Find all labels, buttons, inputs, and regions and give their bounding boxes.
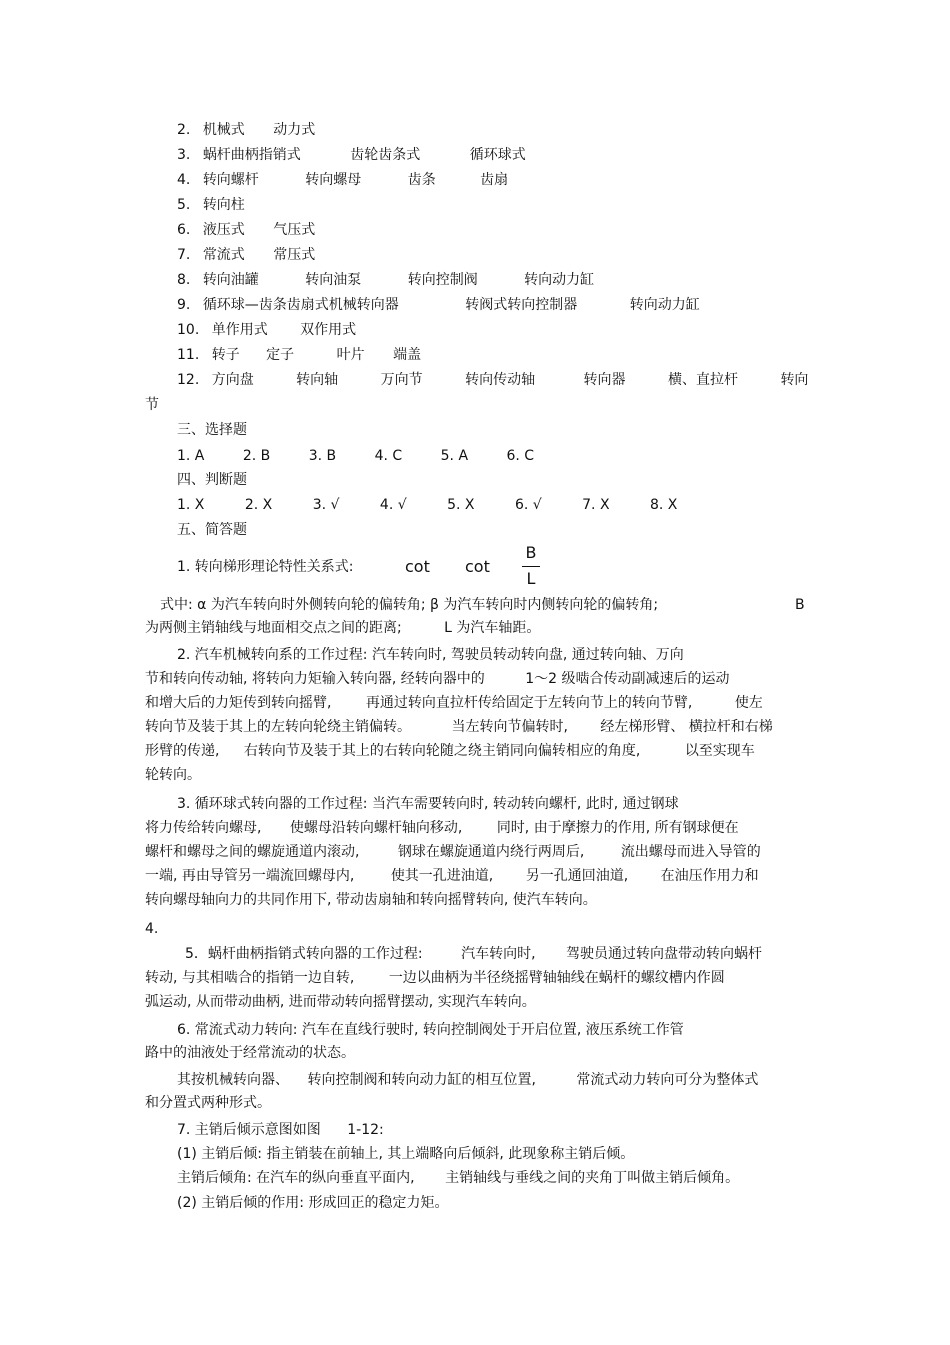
judge-answer: 7. X [582, 497, 610, 513]
q5-text: 一边以曲柄为半径绕摇臂轴轴线在蜗杆的螺纹槽内作圆 [388, 970, 725, 986]
q7-text: 主销轴线与垂线之间的夹角丁叫做主销后倾角。 [445, 1170, 740, 1186]
section-short-answer-heading: 五、简答题 [177, 522, 247, 538]
judge-answer: 1. X [177, 497, 205, 513]
answer: 转向柱 [202, 197, 245, 213]
q6b-text: 其按机械转向器、 [177, 1072, 289, 1088]
q6b-text: 和分置式两种形式。 [145, 1095, 271, 1111]
q3-text: 流出螺母而进入导管的 [620, 844, 761, 860]
q3-text: 使其一孔进油道, [390, 868, 494, 884]
q3-line [145, 891, 597, 909]
item-number: 3. [177, 147, 191, 163]
q7-line [177, 1145, 634, 1163]
q5-line [185, 945, 762, 963]
q6b-text: 常流式动力转向可分为整体式 [576, 1072, 759, 1088]
item-number: 4. [177, 172, 191, 188]
judge-answer: 3. √ [312, 497, 340, 513]
q7-line [177, 1194, 448, 1212]
q3-text: 另一孔通回油道, [525, 868, 629, 884]
fill-line-9 [177, 296, 700, 314]
q3-text: 同时, 由于摩擦力的作用, 所有钢球便在 [496, 820, 739, 836]
q1-explain-line1: 式中: α 为汽车转向时外侧转向轮的偏转角; β 为汽车转向时内侧转向轮的偏转角; [160, 597, 659, 613]
q3-text: 一端, 再由导管另一端流回螺母内, [145, 868, 355, 884]
item-number: 2. [177, 122, 191, 138]
q3-text: 使螺母沿转向螺杆轴向移动, [289, 820, 463, 836]
q2-text: 再通过转向直拉杆传给固定于左转向节上的转向节臂, [365, 695, 693, 711]
choice-answer: 1. A [177, 448, 205, 464]
answer: 转向轴 [296, 372, 339, 388]
q2-text: 以至实现车 [684, 743, 755, 759]
q5-text: 汽车转向时, [461, 946, 536, 962]
q2-text: 和增大后的力矩传到转向摇臂, [145, 695, 332, 711]
item-number: 6. [177, 222, 191, 238]
q7-line [177, 1121, 384, 1139]
item-number: 11. [177, 347, 200, 363]
choice-answer: 3. B [308, 448, 337, 464]
q3-text: 螺杆和螺母之间的螺旋通道内滚动, [145, 844, 360, 860]
answer: 循环球式 [469, 147, 526, 163]
choice-answer: 4. C [374, 448, 403, 464]
q2-line [145, 670, 730, 688]
formula-cot-1: cot [405, 557, 430, 576]
q6-text: 路中的油液处于经常流动的状态。 [145, 1045, 355, 1061]
q5-line [145, 993, 536, 1011]
answer: 液压式 [202, 222, 245, 238]
q2-text: 形臂的传递, [145, 743, 220, 759]
q3-text: 转向螺母轴向力的共同作用下, 带动齿扇轴和转向摇臂转向, 使汽车转向。 [145, 892, 597, 908]
choice-answer: 5. A [440, 448, 469, 464]
answer: 转阀式转向控制器 [465, 297, 578, 313]
q2-line [145, 742, 755, 760]
answer: 转向传动轴 [465, 372, 536, 388]
item-number: 10. [177, 322, 200, 338]
q2-text: 2. 汽车机械转向系的工作过程: 汽车转向时, 驾驶员转动转向盘, 通过转向轴、万向 [177, 647, 684, 663]
q2-text: 1～2 级啮合传动副减速后的运动 [525, 671, 730, 687]
answer: 蜗杆曲柄指销式 [202, 147, 301, 163]
formula-numerator: B [525, 543, 537, 562]
answer: 方向盘 [211, 372, 254, 388]
q7-text: (2) 主销后倾的作用: 形成回正的稳定力矩。 [177, 1195, 449, 1211]
choice-answers [177, 447, 534, 465]
q3-text: 3. 循环球式转向器的工作过程: 当汽车需要转向时, 转动转向螺杆, 此时, 通过钢球 [177, 796, 679, 812]
q6-line [145, 1044, 355, 1062]
q5-text: 5．蜗杆曲柄指销式转向器的工作过程: [185, 946, 423, 962]
item-number: 9. [177, 297, 191, 313]
q6-line [177, 1021, 684, 1039]
q7-text: 7. 主销后倾示意图如图 [177, 1122, 321, 1138]
answer: 单作用式 [211, 322, 268, 338]
q6b-text: 转向控制阀和转向动力缸的相互位置, [307, 1072, 536, 1088]
q1-explain-text: 为两侧主销轴线与地面相交点之间的距离; [145, 620, 402, 636]
choice-answer: 6. C [506, 448, 535, 464]
q3-line [177, 795, 679, 813]
q2-text: 节和转向传动轴, 将转向力矩输入转向器, 经转向器中的 [145, 671, 485, 687]
answer: 端盖 [393, 347, 422, 363]
answer: 双作用式 [300, 322, 357, 338]
q1-label: 1. 转向梯形理论特性关系式: [177, 559, 354, 575]
fill-line-10 [177, 321, 356, 339]
q6-text: 6. 常流式动力转向: 汽车在直线行驶时, 转向控制阀处于开启位置, 液压系统工作管 [177, 1022, 684, 1038]
answer: 转向控制阀 [407, 272, 478, 288]
answer: 循环球—齿条齿扇式机械转向器 [202, 297, 399, 313]
judge-answer: 5. X [447, 497, 475, 513]
answer: 定子 [266, 347, 295, 363]
answer: 动力式 [273, 122, 316, 138]
formula-denominator: L [526, 569, 536, 588]
answer: 叶片 [336, 347, 365, 363]
q1-explain-b: B [795, 597, 805, 613]
q3-text: 在油压作用力和 [660, 868, 759, 884]
answer: 转向螺杆 [202, 172, 259, 188]
q2-line [177, 646, 684, 664]
answer: 转向油泵 [305, 272, 362, 288]
fill-line-11 [177, 346, 421, 364]
judge-answer: 4. √ [379, 497, 407, 513]
q2-text: 经左梯形臂、 横拉杆和右梯 [600, 719, 773, 735]
q6b-line [145, 1094, 271, 1112]
q5-text: 驾驶员通过转向盘带动转向蜗杆 [565, 946, 762, 962]
q2-text: 转向节及装于其上的左转向轮绕主销偏转。 [145, 719, 411, 735]
q5-text: 转动, 与其相啮合的指销一边自转, [145, 970, 355, 986]
q2-text: 当左转向节偏转时, [451, 719, 568, 735]
answer: 横、直拉杆 [667, 372, 738, 388]
q2-line [145, 718, 773, 736]
answer: 万向节 [380, 372, 423, 388]
q3-text: 将力传给转向螺母, [145, 820, 262, 836]
q3-line [145, 819, 739, 837]
answer: 齿扇 [480, 172, 509, 188]
judge-answers [177, 496, 677, 514]
item-number: 12. [177, 372, 200, 388]
answer: 转向器 [583, 372, 626, 388]
q7-line [177, 1169, 739, 1187]
fill-line-7 [177, 246, 315, 264]
section-choice-heading: 三、选择题 [177, 422, 247, 438]
fill-line-5 [177, 196, 245, 214]
q4-number: 4. [145, 921, 159, 937]
answer: 齿轮齿条式 [350, 147, 421, 163]
answer: 转向油罐 [202, 272, 259, 288]
q5-line [145, 969, 725, 987]
q7-text: 主销后倾角: 在汽车的纵向垂直平面内, [177, 1170, 415, 1186]
q3-text: 钢球在螺旋通道内绕行两周后, [397, 844, 585, 860]
item-number: 5. [177, 197, 191, 213]
fill-line-12 [177, 371, 808, 389]
answer: 常流式 [202, 247, 245, 263]
answer: 转子 [211, 347, 240, 363]
q7-text: 1-12: [347, 1122, 384, 1138]
fill-line-12-tail: 节 [145, 397, 159, 413]
item-number: 8. [177, 272, 191, 288]
fraction-bar [522, 566, 540, 567]
q1-explain-text: L 为汽车轴距。 [444, 620, 541, 636]
q3-line [145, 867, 759, 885]
q7-text: (1) 主销后倾: 指主销装在前轴上, 其上端略向后倾斜, 此现象称主销后倾。 [177, 1146, 635, 1162]
formula-cot-2: cot [465, 557, 490, 576]
q2-line [145, 766, 201, 784]
judge-answer: 2. X [244, 497, 273, 513]
answer: 机械式 [202, 122, 245, 138]
judge-answer: 6. √ [514, 497, 542, 513]
answer: 转向动力缸 [524, 272, 595, 288]
judge-answer: 8. X [650, 497, 678, 513]
section-judge-heading: 四、判断题 [177, 472, 247, 488]
fill-line-3 [177, 146, 526, 164]
q2-line [145, 694, 763, 712]
answer: 常压式 [273, 247, 316, 263]
answer: 气压式 [273, 222, 316, 238]
q1-explain-line2 [145, 619, 540, 637]
answer: 齿条 [407, 172, 436, 188]
answer: 转向动力缸 [629, 297, 700, 313]
q6b-line [177, 1071, 758, 1089]
q3-line [145, 843, 761, 861]
fill-line-2 [177, 121, 315, 139]
q2-text: 轮转向。 [145, 767, 201, 783]
choice-answer: 2. B [242, 448, 271, 464]
answer: 转向螺母 [305, 172, 362, 188]
q2-text: 右转向节及装于其上的右转向轮随之绕主销同向偏转相应的角度, [243, 743, 641, 759]
fill-line-8 [177, 271, 594, 289]
item-number: 7. [177, 247, 191, 263]
q5-text: 弧运动, 从而带动曲柄, 进而带动转向摇臂摆动, 实现汽车转向。 [145, 994, 536, 1010]
answer: 转向 [780, 372, 809, 388]
fill-line-6 [177, 221, 315, 239]
fill-line-4 [177, 171, 508, 189]
q2-text: 使左 [734, 695, 763, 711]
